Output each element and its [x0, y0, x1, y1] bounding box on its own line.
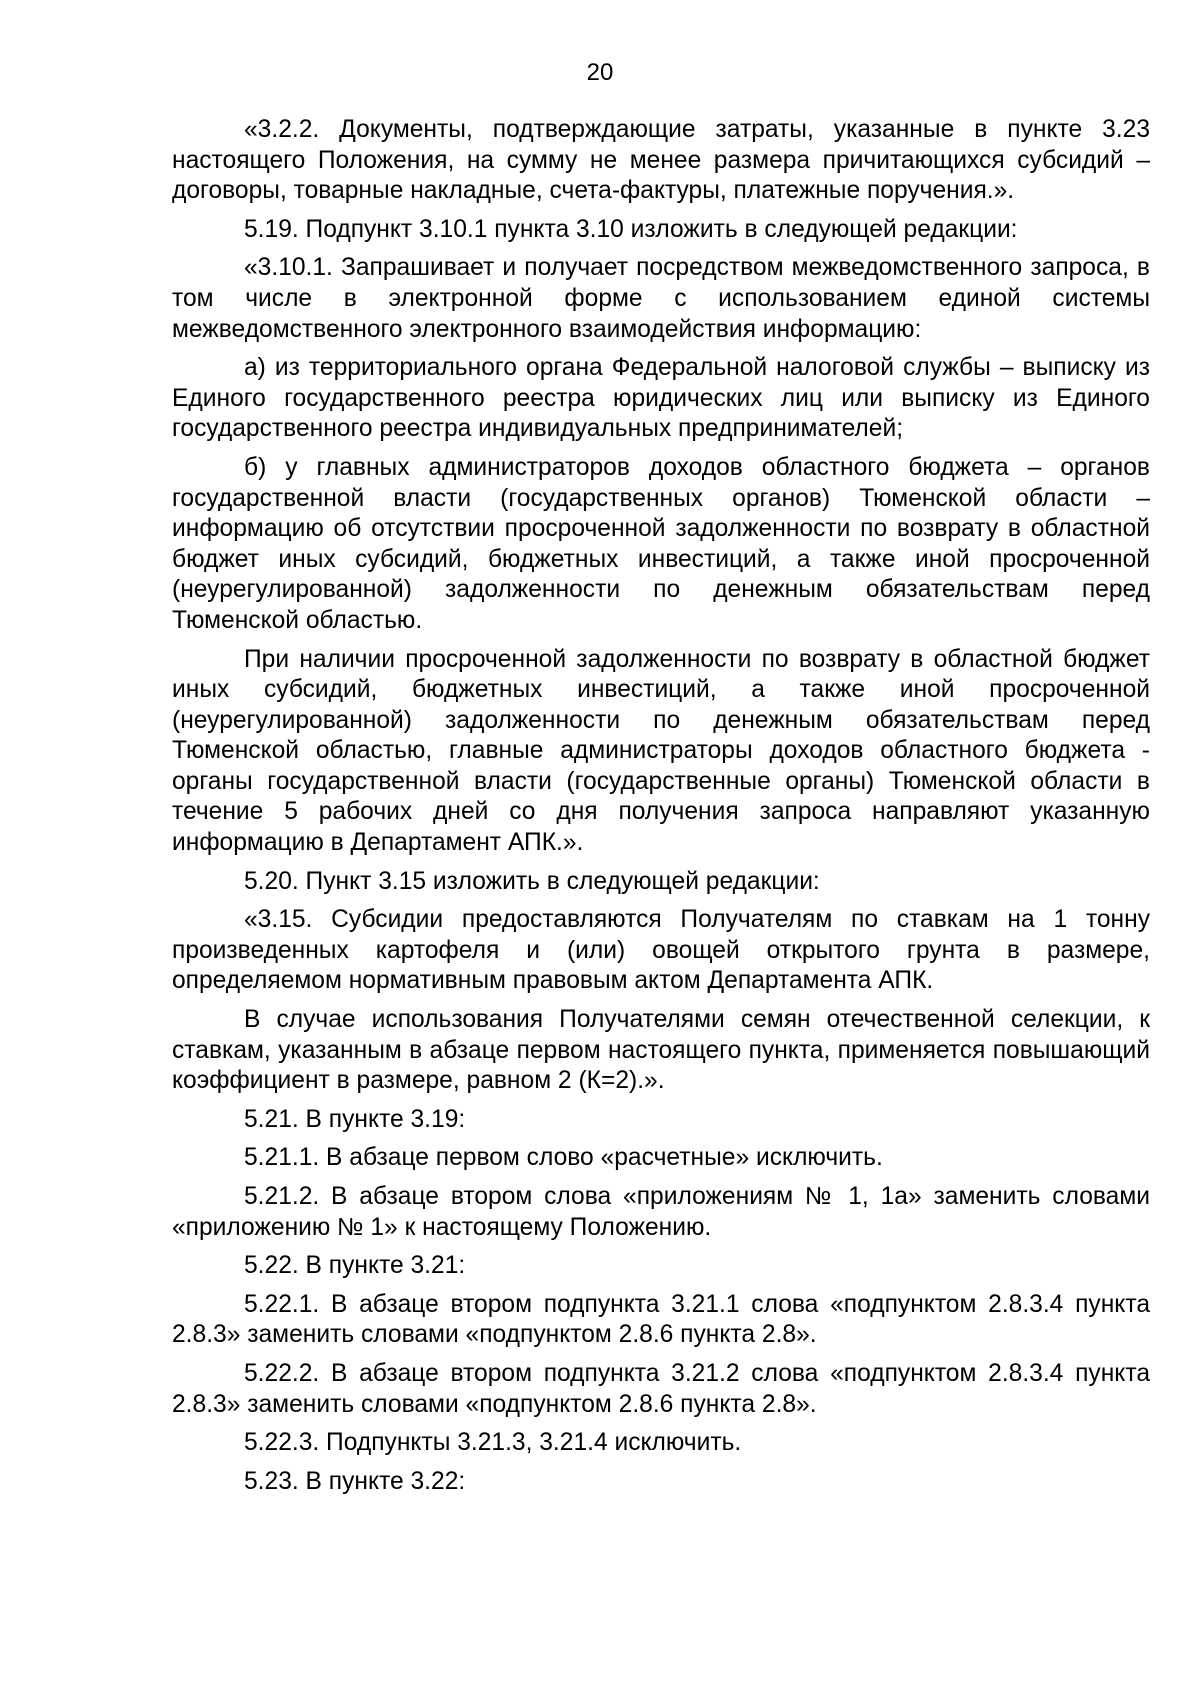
paragraph-5-21: 5.21. В пункте 3.19:: [244, 1105, 466, 1133]
paragraph-item-a: а) из территориального органа Федеральной налоговой службы – выписку из Единого государственного реестра юридических лиц или выписку из Единого государственного реестра индивидуальных предпринимателей;: [172, 354, 1150, 443]
paragraph-3-10-1: «3.10.1. Запрашивает и получает посредством межведомственного запроса, в том числе в электронной форме с использованием единой системы межведомственного электронного взаимодействия информацию:: [172, 254, 1150, 343]
paragraph-5-22-3: 5.22.3. Подпункты 3.21.3, 3.21.4 исключить.: [244, 1429, 742, 1457]
paragraph-5-22-1: 5.22.1. В абзаце втором подпункта 3.21.1 слова «подпунктом 2.8.3.4 пункта 2.8.3» заменить словами «подпунктом 2.8.6 пункта 2.8».: [172, 1290, 1150, 1349]
paragraph-overdue-debt: При наличии просроченной задолженности по возврату в областной бюджет иных субсидий, бюджетных инвестиций, а также иной просроченной (неурегулированной) задолженности по денежным обязательствам перед Тюменской областью, главные администраторы доходов областного бюджета - органы государственной власти (государственные органы) Тюменской области в течение 5 рабочих дней со дня получения запроса направляют указанную информацию в Департамент АПК.».: [172, 645, 1150, 857]
paragraph-5-19: 5.19. Подпункт 3.10.1 пункта 3.10 изложить в следующей редакции:: [244, 215, 1018, 243]
paragraph-5-23: 5.23. В пункте 3.22:: [244, 1467, 466, 1495]
paragraph-domestic-seeds: В случае использования Получателями семян отечественной селекции, к ставкам, указанным в абзаце первом настоящего пункта, применяется повышающий коэффициент в размере, равном 2 (К=2).».: [172, 1006, 1150, 1095]
paragraph-5-21-2: 5.21.2. В абзаце втором слова «приложениям № 1, 1а» заменить словами «приложению № 1» к настоящему Положению.: [172, 1183, 1150, 1241]
paragraph-5-22: 5.22. В пункте 3.21:: [244, 1252, 466, 1280]
document-body: [172, 115, 1150, 1505]
paragraph-3-15: «3.15. Субсидии предоставляются Получателям по ставкам на 1 тонну произведенных картофеля и (или) овощей открытого грунта в размере, определяемом нормативным правовым актом Департамента АПК.: [172, 906, 1150, 995]
page-number: 20: [586, 59, 614, 86]
paragraph-item-b: б) у главных администраторов доходов областного бюджета – органов государственной власти (государственных органов) Тюменской области – информацию об отсутствии просроченной задолженности по возврату в областной бюджет иных субсидий, бюджетных инвестиций, а также иной просроченной (неурегулированной) задолженности по денежным обязательствам перед Тюменской областью.: [172, 453, 1150, 634]
paragraph-3-2-2: «3.2.2. Документы, подтверждающие затраты, указанные в пункте 3.23 настоящего Положения, на сумму не менее размера причитающихся субсидий – договоры, товарные накладные, счета-фактуры, платежные поручения.».: [172, 116, 1150, 205]
paragraph-5-21-1: 5.21.1. В абзаце первом слово «расчетные» исключить.: [244, 1144, 883, 1172]
paragraph-5-22-2: 5.22.2. В абзаце втором подпункта 3.21.2 слова «подпунктом 2.8.3.4 пункта 2.8.3» заменить словами «подпунктом 2.8.6 пункта 2.8».: [172, 1359, 1150, 1418]
paragraph-5-20: 5.20. Пункт 3.15 изложить в следующей редакции:: [244, 867, 820, 895]
